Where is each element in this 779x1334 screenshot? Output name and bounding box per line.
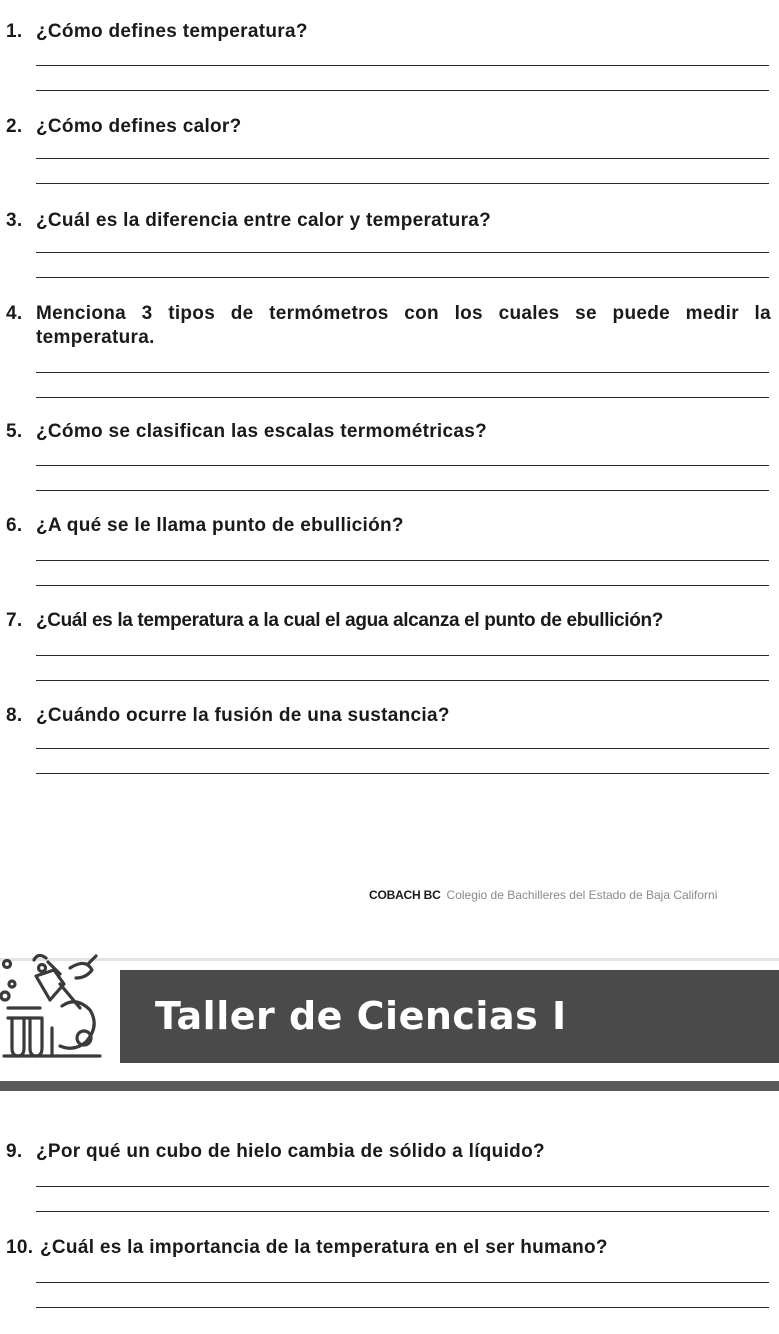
- question-number: 8.: [6, 705, 23, 726]
- question-number: 1.: [6, 21, 23, 42]
- question-number: 6.: [6, 515, 23, 536]
- question-7: [0, 609, 779, 633]
- question-number: 4.: [6, 303, 23, 324]
- lab-equipment-icon: [0, 948, 118, 1073]
- answer-line[interactable]: [36, 252, 769, 253]
- question-6: [0, 514, 779, 538]
- answer-line[interactable]: [36, 773, 769, 774]
- question-1: [0, 20, 779, 44]
- question-text: ¿Cuál es la diferencia entre calor y temperatura?: [36, 210, 492, 231]
- banner-bottom-bar: [0, 1081, 779, 1091]
- question-text: ¿Cómo defines temperatura?: [36, 21, 308, 42]
- question-4: [0, 302, 779, 350]
- answer-line[interactable]: [36, 1307, 769, 1308]
- page-footer: [369, 888, 717, 902]
- answer-line[interactable]: [36, 465, 769, 466]
- answer-line[interactable]: [36, 183, 769, 184]
- question-text: ¿Cuándo ocurre la fusión de una sustancia?: [36, 705, 450, 726]
- answer-line[interactable]: [36, 560, 769, 561]
- answer-line[interactable]: [36, 277, 769, 278]
- question-number: 7.: [6, 610, 23, 631]
- college-name: Colegio de Bachilleres del Estado de Baja Californi: [446, 888, 718, 902]
- question-text: ¿Cuál es la importancia de la temperatura en el ser humano?: [40, 1237, 608, 1258]
- answer-line[interactable]: [36, 490, 769, 491]
- question-5: [0, 420, 779, 444]
- cobach-brand: COBACH BC: [369, 888, 441, 902]
- answer-line[interactable]: [36, 158, 769, 159]
- question-10: [0, 1236, 779, 1260]
- question-9: [0, 1140, 779, 1164]
- question-text: ¿Por qué un cubo de hielo cambia de sólido a líquido?: [36, 1141, 545, 1162]
- banner-title: Taller de Ciencias I: [155, 994, 567, 1038]
- question-text: ¿A qué se le llama punto de ebullición?: [36, 515, 404, 536]
- question-number: 10.: [6, 1237, 34, 1258]
- answer-line[interactable]: [36, 1211, 769, 1212]
- question-number: 5.: [6, 421, 23, 442]
- answer-line[interactable]: [36, 1186, 769, 1187]
- answer-line[interactable]: [36, 1282, 769, 1283]
- answer-line[interactable]: [36, 748, 769, 749]
- answer-line[interactable]: [36, 397, 769, 398]
- question-number: 2.: [6, 116, 23, 137]
- answer-line[interactable]: [36, 90, 769, 91]
- question-2: [0, 115, 779, 139]
- answer-line[interactable]: [36, 655, 769, 656]
- answer-line[interactable]: [36, 372, 769, 373]
- answer-line[interactable]: [36, 585, 769, 586]
- question-8: [0, 704, 779, 728]
- course-banner: [120, 970, 779, 1063]
- question-text: ¿Cuál es la temperatura a la cual el agua alcanza el punto de ebullición?: [36, 610, 663, 631]
- answer-line[interactable]: [36, 65, 769, 66]
- question-3: [0, 209, 779, 233]
- question-number: 9.: [6, 1141, 23, 1162]
- question-text: Menciona 3 tipos de termómetros con los cuales se puede medir la temperatura.: [36, 303, 771, 348]
- question-number: 3.: [6, 210, 23, 231]
- answer-line[interactable]: [36, 680, 769, 681]
- question-text: ¿Cómo defines calor?: [36, 116, 242, 137]
- question-text: ¿Cómo se clasifican las escalas termométricas?: [36, 421, 488, 442]
